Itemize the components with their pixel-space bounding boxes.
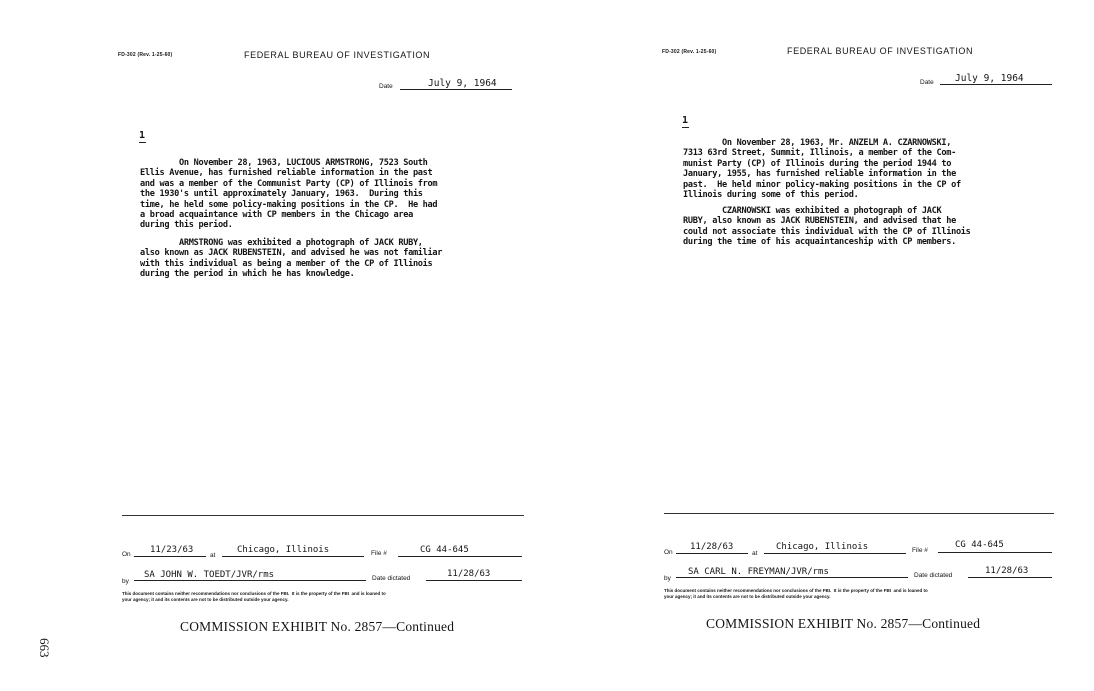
dictated-underline bbox=[426, 580, 522, 581]
dictated-date: 11/28/63 bbox=[985, 566, 1029, 576]
file-underline bbox=[398, 556, 522, 557]
location-underline bbox=[764, 553, 906, 554]
agent-name: SA JOHN W. TOEDT/JVR/rms bbox=[144, 570, 275, 580]
disclaimer: This document contains neither recommendations nor conclusions of the FBI. It is the property of the FBI and is loaned to your agency; it and its contents are not to be distributed outside your agency. bbox=[122, 591, 386, 602]
footer-divider bbox=[122, 515, 524, 516]
report-paragraph-1: On November 28, 1963, Mr. ANZELM A. CZARNOWSKI, 7313 63rd Street, Summit, Illinois, a member of the Com- munist Party (CP) of Illinois during the period 1944 to January, 1955, has furnished reliable information in the past. He held minor policy-making positions in the CP of Illinois during some of this period. bbox=[683, 138, 961, 201]
file-number: CG 44-645 bbox=[420, 545, 469, 555]
page-marker: 1 bbox=[139, 130, 146, 141]
file-label: File # bbox=[371, 550, 387, 557]
by-label: by bbox=[122, 578, 129, 585]
dictated-label: Date dictated bbox=[372, 575, 411, 582]
exhibit-caption: COMMISSION EXHIBIT No. 2857—Continued bbox=[706, 616, 981, 631]
interview-date: 11/28/63 bbox=[690, 542, 734, 552]
interview-date-underline bbox=[676, 553, 748, 554]
marker-underline bbox=[139, 142, 146, 143]
file-label: File # bbox=[912, 547, 928, 554]
footer-divider bbox=[664, 513, 1054, 514]
form-number: FD-302 (Rev. 1-25-60) bbox=[662, 49, 717, 55]
page-marker: 1 bbox=[682, 115, 689, 126]
date-underline bbox=[400, 89, 512, 90]
file-underline bbox=[938, 552, 1052, 553]
date-underline bbox=[940, 84, 1052, 85]
report-paragraph-2: CZARNOWSKI was exhibited a photograph of JACK RUBY, also known as JACK RUBENSTEIN, and advised that he could not associate this individual with the CP of Illinois during the time of his acquaintanceship with CP members. bbox=[683, 206, 971, 248]
report-date: July 9, 1964 bbox=[955, 73, 1024, 84]
date-label: Date bbox=[379, 83, 393, 90]
on-label: On bbox=[664, 549, 673, 556]
report-paragraph-1: On November 28, 1963, LUCIOUS ARMSTRONG, 7523 South Ellis Avenue, has furnished reliable information in the past and was a member of the Communist Party (CP) of Illinois from the 1930's until approximately January, 1963. During this time, he held some policy-making positions in the CP. He had a broad acquaintance with CP members in the Chicago area during this period. bbox=[140, 158, 438, 231]
form-number: FD-302 (Rev. 1-25-60) bbox=[118, 52, 173, 58]
dictated-underline bbox=[968, 577, 1052, 578]
report-date: July 9, 1964 bbox=[428, 78, 497, 89]
at-label: at bbox=[752, 550, 758, 557]
at-label: at bbox=[210, 552, 216, 559]
location-underline bbox=[222, 556, 364, 557]
interview-date-underline bbox=[134, 556, 206, 557]
file-number: CG 44-645 bbox=[955, 540, 1004, 550]
disclaimer: This document contains neither recommendations nor conclusions of the FBI. It is the property of the FBI and is loaned to your agency; it and its contents are not to be distributed outside your agency. bbox=[664, 588, 928, 599]
date-label: Date bbox=[920, 79, 934, 86]
interview-location: Chicago, Illinois bbox=[237, 545, 330, 555]
marker-underline bbox=[682, 127, 689, 128]
agent-name: SA CARL N. FREYMAN/JVR/rms bbox=[688, 567, 829, 577]
interview-location: Chicago, Illinois bbox=[776, 542, 869, 552]
agency-header: FEDERAL BUREAU OF INVESTIGATION bbox=[787, 46, 974, 56]
report-paragraph-2: ARMSTRONG was exhibited a photograph of JACK RUBY, also known as JACK RUBENSTEIN, and advised he was not familiar with this individual as being a member of the CP of Illinois during the period in which he has knowledge. bbox=[140, 238, 443, 280]
agency-header: FEDERAL BUREAU OF INVESTIGATION bbox=[244, 50, 431, 60]
dictated-label: Date dictated bbox=[914, 572, 953, 579]
page-number: 663 bbox=[37, 638, 52, 658]
agent-underline bbox=[134, 580, 366, 581]
exhibit-caption: COMMISSION EXHIBIT No. 2857—Continued bbox=[180, 619, 455, 634]
agent-underline bbox=[676, 577, 908, 578]
interview-date: 11/23/63 bbox=[150, 545, 194, 555]
on-label: On bbox=[122, 551, 131, 558]
by-label: by bbox=[664, 575, 671, 582]
dictated-date: 11/28/63 bbox=[447, 569, 491, 579]
